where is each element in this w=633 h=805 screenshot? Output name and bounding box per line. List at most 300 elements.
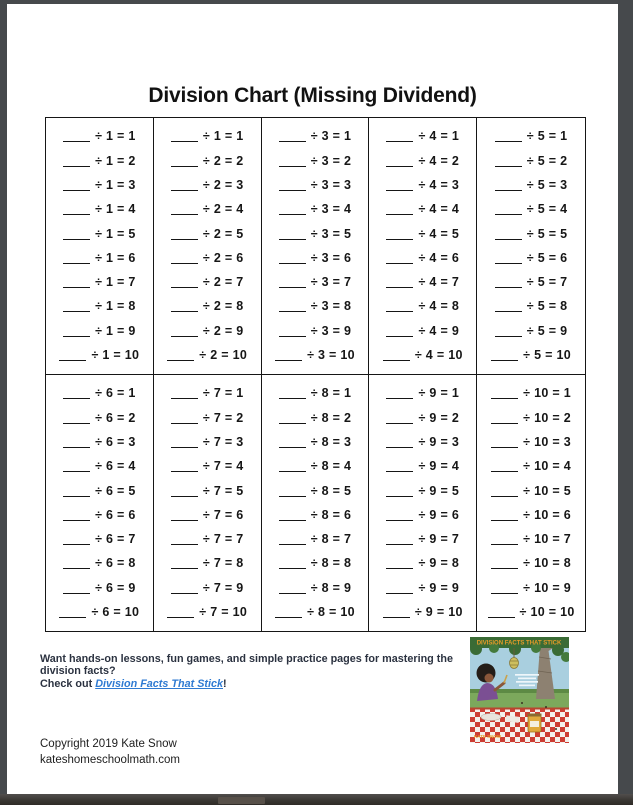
answer-blank xyxy=(386,228,413,240)
equation-text: ÷ 3 = 7 xyxy=(310,275,352,290)
table-cell xyxy=(369,118,477,375)
equation-text: ÷ 4 = 4 xyxy=(418,202,460,217)
division-problem xyxy=(46,600,153,624)
equation-text: ÷ 1 = 8 xyxy=(95,299,136,314)
equation-text: ÷ 7 = 8 xyxy=(202,556,244,571)
equation-text: ÷ 9 = 3 xyxy=(418,435,460,449)
answer-blank xyxy=(63,228,90,240)
division-problem xyxy=(262,270,369,294)
division-problem xyxy=(46,406,153,430)
equation-text: ÷ 6 = 4 xyxy=(95,459,136,474)
answer-blank xyxy=(63,252,90,264)
division-problem xyxy=(477,527,585,551)
equation-text: ÷ 4 = 8 xyxy=(418,299,460,314)
answer-blank xyxy=(63,436,90,448)
answer-blank xyxy=(386,533,413,545)
answer-blank xyxy=(383,606,410,618)
answer-blank xyxy=(386,130,413,142)
answer-blank xyxy=(275,606,302,618)
answer-blank xyxy=(167,606,194,618)
equation-text: ÷ 3 = 10 xyxy=(307,348,355,363)
answer-blank xyxy=(386,412,413,424)
answer-blank xyxy=(495,325,522,337)
division-problem xyxy=(477,454,585,478)
answer-blank xyxy=(171,325,198,337)
answer-blank xyxy=(386,179,413,191)
equation-text: ÷ 8 = 4 xyxy=(310,459,352,474)
equation-text: ÷ 1 = 5 xyxy=(95,226,136,241)
equation-text: ÷ 8 = 6 xyxy=(310,507,352,522)
equation-text: ÷ 3 = 5 xyxy=(310,226,352,241)
answer-blank xyxy=(386,325,413,337)
division-problem xyxy=(154,173,261,197)
equation-text: ÷ 1 = 10 xyxy=(91,348,140,363)
equation-text: ÷ 3 = 9 xyxy=(310,323,352,338)
division-problem xyxy=(262,454,369,478)
answer-blank xyxy=(171,155,198,167)
division-problem xyxy=(369,124,476,148)
answer-blank xyxy=(279,533,306,545)
division-problem xyxy=(154,246,261,270)
division-problem xyxy=(154,527,261,551)
answer-blank xyxy=(171,252,198,264)
division-problem xyxy=(477,149,585,173)
division-problem xyxy=(154,551,261,575)
equation-text: ÷ 8 = 8 xyxy=(310,556,352,571)
division-problem xyxy=(262,576,369,600)
equation-text: ÷ 10 = 10 xyxy=(519,605,575,620)
answer-blank xyxy=(171,228,198,240)
equation-text: ÷ 5 = 1 xyxy=(526,129,568,144)
division-problem xyxy=(262,503,369,527)
equation-text: ÷ 4 = 7 xyxy=(418,275,460,290)
division-problem xyxy=(262,343,369,367)
equation-text: ÷ 1 = 3 xyxy=(95,178,136,192)
division-problem xyxy=(369,294,476,318)
division-problem xyxy=(477,430,585,454)
answer-blank xyxy=(386,460,413,472)
equation-text: ÷ 10 = 7 xyxy=(523,532,572,547)
equation-text: ÷ 9 = 1 xyxy=(418,386,460,401)
equation-text: ÷ 7 = 3 xyxy=(202,435,244,449)
division-problem xyxy=(262,406,369,430)
answer-blank xyxy=(63,155,90,167)
horizontal-scrollbar-thumb[interactable] xyxy=(218,797,265,804)
table-cell xyxy=(369,375,477,632)
answer-blank xyxy=(279,155,306,167)
equation-text: ÷ 6 = 1 xyxy=(95,386,136,401)
division-problem xyxy=(369,197,476,221)
division-problem xyxy=(369,551,476,575)
division-problem xyxy=(477,124,585,148)
website-line: kateshomeschoolmath.com xyxy=(40,753,180,766)
division-problem xyxy=(262,124,369,148)
equation-text: ÷ 7 = 9 xyxy=(202,580,244,595)
answer-blank xyxy=(495,130,522,142)
equation-text: ÷ 9 = 9 xyxy=(418,580,460,595)
answer-blank xyxy=(279,582,306,594)
answer-blank xyxy=(63,582,90,594)
division-problem xyxy=(46,381,153,405)
table-cell xyxy=(262,375,370,632)
equation-text: ÷ 6 = 8 xyxy=(95,556,136,571)
answer-blank xyxy=(491,557,518,569)
equation-text: ÷ 3 = 6 xyxy=(310,250,352,265)
answer-blank xyxy=(63,130,90,142)
division-problem xyxy=(477,246,585,270)
answer-blank xyxy=(386,557,413,569)
division-problem xyxy=(369,454,476,478)
division-problem xyxy=(46,270,153,294)
equation-text: ÷ 9 = 5 xyxy=(418,483,460,498)
division-table xyxy=(45,117,586,632)
division-problem xyxy=(477,503,585,527)
division-problem xyxy=(154,197,261,221)
division-problem xyxy=(46,294,153,318)
division-problem xyxy=(262,221,369,245)
answer-blank xyxy=(171,276,198,288)
promo-link-line xyxy=(40,678,227,690)
answer-blank xyxy=(491,582,518,594)
equation-text: ÷ 9 = 10 xyxy=(414,605,463,620)
table-cell xyxy=(262,118,370,375)
answer-blank xyxy=(386,155,413,167)
answer-blank xyxy=(495,300,522,312)
division-problem xyxy=(369,246,476,270)
division-problem xyxy=(262,527,369,551)
equation-text: ÷ 8 = 9 xyxy=(310,580,352,595)
answer-blank xyxy=(488,606,515,618)
equation-text: ÷ 3 = 8 xyxy=(310,299,352,314)
answer-blank xyxy=(279,228,306,240)
equation-text: ÷ 9 = 7 xyxy=(418,532,460,547)
answer-blank xyxy=(491,509,518,521)
equation-text: ÷ 2 = 3 xyxy=(202,178,244,192)
answer-blank xyxy=(63,387,90,399)
division-problem xyxy=(477,381,585,405)
answer-blank xyxy=(63,325,90,337)
answer-blank xyxy=(279,509,306,521)
division-problem xyxy=(262,173,369,197)
book-title-text: DIVISION FACTS THAT STICK xyxy=(476,640,562,647)
book-cover-illustration xyxy=(470,637,569,743)
answer-blank xyxy=(491,436,518,448)
division-problem xyxy=(46,576,153,600)
answer-blank xyxy=(386,387,413,399)
division-problem xyxy=(262,478,369,502)
answer-blank xyxy=(279,276,306,288)
answer-blank xyxy=(279,436,306,448)
answer-blank xyxy=(59,606,86,618)
answer-blank xyxy=(63,276,90,288)
division-problem xyxy=(46,319,153,343)
equation-text: ÷ 1 = 9 xyxy=(95,323,136,338)
answer-blank xyxy=(495,252,522,264)
answer-blank xyxy=(386,203,413,215)
equation-text: ÷ 2 = 5 xyxy=(202,226,244,241)
division-problem xyxy=(477,576,585,600)
answer-blank xyxy=(171,203,198,215)
equation-text: ÷ 7 = 4 xyxy=(202,459,244,474)
division-problem xyxy=(262,381,369,405)
equation-text: ÷ 9 = 8 xyxy=(418,556,460,571)
answer-blank xyxy=(63,412,90,424)
division-problem xyxy=(262,551,369,575)
equation-text: ÷ 3 = 3 xyxy=(310,178,352,192)
equation-text: ÷ 6 = 3 xyxy=(95,435,136,449)
equation-text: ÷ 7 = 6 xyxy=(202,507,244,522)
answer-blank xyxy=(386,276,413,288)
equation-text: ÷ 2 = 4 xyxy=(202,202,244,217)
answer-blank xyxy=(386,436,413,448)
answer-blank xyxy=(171,387,198,399)
book-author-text: KATE SNOW xyxy=(474,734,502,739)
equation-text: ÷ 10 = 1 xyxy=(523,386,572,401)
division-problem xyxy=(369,576,476,600)
division-problem xyxy=(154,124,261,148)
equation-text: ÷ 4 = 1 xyxy=(418,129,460,144)
answer-blank xyxy=(171,509,198,521)
answer-blank xyxy=(59,349,86,361)
equation-text: ÷ 3 = 2 xyxy=(310,153,352,168)
division-problem xyxy=(154,503,261,527)
answer-blank xyxy=(171,179,198,191)
equation-text: ÷ 2 = 10 xyxy=(199,348,248,363)
division-problem xyxy=(477,478,585,502)
equation-text: ÷ 5 = 7 xyxy=(526,275,568,290)
answer-blank xyxy=(491,387,518,399)
equation-text: ÷ 6 = 10 xyxy=(91,605,140,620)
division-problem xyxy=(477,600,585,624)
answer-blank xyxy=(171,533,198,545)
copyright-line: Copyright 2019 Kate Snow xyxy=(40,738,177,750)
division-problem xyxy=(262,294,369,318)
answer-blank xyxy=(495,203,522,215)
equation-text: ÷ 10 = 3 xyxy=(523,435,572,449)
answer-blank xyxy=(167,349,194,361)
answer-blank xyxy=(279,387,306,399)
division-facts-link[interactable]: Division Facts That Stick xyxy=(95,678,223,690)
division-problem xyxy=(369,478,476,502)
equation-text: ÷ 3 = 4 xyxy=(310,202,352,217)
answer-blank xyxy=(279,557,306,569)
division-problem xyxy=(46,149,153,173)
equation-text: ÷ 2 = 6 xyxy=(202,250,244,265)
division-problem xyxy=(477,406,585,430)
division-problem xyxy=(262,246,369,270)
answer-blank xyxy=(63,460,90,472)
division-problem xyxy=(369,319,476,343)
equation-text: ÷ 7 = 2 xyxy=(202,410,244,425)
answer-blank xyxy=(279,179,306,191)
equation-text: ÷ 6 = 2 xyxy=(95,410,136,425)
division-problem xyxy=(262,149,369,173)
division-problem xyxy=(262,319,369,343)
equation-text: ÷ 6 = 5 xyxy=(95,483,136,498)
equation-text: ÷ 10 = 9 xyxy=(523,580,572,595)
table-cell xyxy=(477,375,585,632)
division-problem xyxy=(477,197,585,221)
horizontal-scrollbar-track[interactable] xyxy=(0,794,633,805)
equation-text: ÷ 5 = 9 xyxy=(526,323,568,338)
answer-blank xyxy=(495,155,522,167)
answer-blank xyxy=(63,533,90,545)
equation-text: ÷ 5 = 5 xyxy=(526,226,568,241)
division-problem xyxy=(46,197,153,221)
division-problem xyxy=(477,173,585,197)
equation-text: ÷ 6 = 9 xyxy=(95,580,136,595)
answer-blank xyxy=(279,485,306,497)
equation-text: ÷ 7 = 7 xyxy=(202,532,244,547)
division-problem xyxy=(154,454,261,478)
equation-text: ÷ 7 = 1 xyxy=(202,386,244,401)
answer-blank xyxy=(279,412,306,424)
equation-text: ÷ 1 = 2 xyxy=(95,153,136,168)
division-problem xyxy=(154,381,261,405)
division-problem xyxy=(46,527,153,551)
equation-text: ÷ 5 = 4 xyxy=(526,202,568,217)
answer-blank xyxy=(495,179,522,191)
answer-blank xyxy=(386,582,413,594)
division-problem xyxy=(46,343,153,367)
division-problem xyxy=(369,221,476,245)
equation-text: ÷ 8 = 7 xyxy=(310,532,352,547)
answer-blank xyxy=(491,412,518,424)
division-problem xyxy=(154,221,261,245)
answer-blank xyxy=(491,349,518,361)
equation-text: ÷ 4 = 10 xyxy=(414,348,463,363)
division-problem xyxy=(477,270,585,294)
answer-blank xyxy=(63,179,90,191)
equation-text: ÷ 3 = 1 xyxy=(310,129,352,144)
equation-text: ÷ 4 = 9 xyxy=(418,323,460,338)
division-problem xyxy=(154,430,261,454)
answer-blank xyxy=(171,412,198,424)
division-problem xyxy=(369,503,476,527)
division-problem xyxy=(154,294,261,318)
answer-blank xyxy=(386,509,413,521)
division-problem xyxy=(369,527,476,551)
equation-text: ÷ 7 = 5 xyxy=(202,483,244,498)
table-cell xyxy=(46,118,154,375)
division-problem xyxy=(477,319,585,343)
equation-text: ÷ 1 = 6 xyxy=(95,250,136,265)
answer-blank xyxy=(386,485,413,497)
equation-text: ÷ 6 = 7 xyxy=(95,532,136,547)
division-problem xyxy=(369,406,476,430)
division-problem xyxy=(369,600,476,624)
answer-blank xyxy=(171,300,198,312)
answer-blank xyxy=(495,228,522,240)
division-problem xyxy=(369,149,476,173)
equation-text: ÷ 10 = 4 xyxy=(523,459,572,474)
division-problem xyxy=(46,454,153,478)
equation-text: ÷ 2 = 7 xyxy=(202,275,244,290)
division-problem xyxy=(369,173,476,197)
equation-text: ÷ 9 = 6 xyxy=(418,507,460,522)
equation-text: ÷ 10 = 2 xyxy=(523,410,572,425)
table-cell xyxy=(154,118,262,375)
division-problem xyxy=(369,430,476,454)
answer-blank xyxy=(279,300,306,312)
answer-blank xyxy=(171,460,198,472)
division-problem xyxy=(46,173,153,197)
division-problem xyxy=(46,124,153,148)
equation-text: ÷ 2 = 9 xyxy=(202,323,244,338)
equation-text: ÷ 5 = 6 xyxy=(526,250,568,265)
answer-blank xyxy=(63,485,90,497)
division-problem xyxy=(46,551,153,575)
division-problem xyxy=(477,294,585,318)
answer-blank xyxy=(279,460,306,472)
division-problem xyxy=(154,406,261,430)
division-problem xyxy=(154,576,261,600)
equation-text: ÷ 5 = 8 xyxy=(526,299,568,314)
answer-blank xyxy=(171,582,198,594)
equation-text: ÷ 8 = 10 xyxy=(307,605,355,620)
answer-blank xyxy=(491,460,518,472)
equation-text: ÷ 8 = 5 xyxy=(310,483,352,498)
equation-text: ÷ 8 = 3 xyxy=(310,435,352,449)
division-problem xyxy=(46,246,153,270)
answer-blank xyxy=(63,300,90,312)
equation-text: ÷ 9 = 2 xyxy=(418,410,460,425)
equation-text: ÷ 4 = 6 xyxy=(418,250,460,265)
answer-blank xyxy=(386,252,413,264)
answer-blank xyxy=(279,130,306,142)
answer-blank xyxy=(171,130,198,142)
table-cell xyxy=(477,118,585,375)
equation-text: ÷ 9 = 4 xyxy=(418,459,460,474)
division-problem xyxy=(477,343,585,367)
answer-blank xyxy=(279,325,306,337)
division-problem xyxy=(154,270,261,294)
equation-text: ÷ 4 = 2 xyxy=(418,153,460,168)
equation-text: ÷ 5 = 10 xyxy=(523,348,572,363)
division-problem xyxy=(154,600,261,624)
answer-blank xyxy=(171,485,198,497)
equation-text: ÷ 1 = 7 xyxy=(95,275,136,290)
equation-text: ÷ 2 = 8 xyxy=(202,299,244,314)
division-problem xyxy=(477,221,585,245)
division-problem xyxy=(262,600,369,624)
division-problem xyxy=(46,478,153,502)
answer-blank xyxy=(63,557,90,569)
equation-text: ÷ 7 = 10 xyxy=(199,605,248,620)
promo-link-suffix: ! xyxy=(223,678,227,690)
division-problem xyxy=(154,319,261,343)
division-problem xyxy=(154,478,261,502)
answer-blank xyxy=(386,300,413,312)
equation-text: ÷ 5 = 3 xyxy=(526,178,568,192)
equation-text: ÷ 8 = 1 xyxy=(310,386,352,401)
division-problem xyxy=(46,221,153,245)
division-problem xyxy=(262,197,369,221)
answer-blank xyxy=(63,203,90,215)
division-problem xyxy=(477,551,585,575)
promo-text: Want hands-on lessons, fun games, and simple practice pages for mastering the division facts? xyxy=(40,653,453,677)
equation-text: ÷ 1 = 1 xyxy=(202,129,244,144)
book-cover-image xyxy=(470,637,569,743)
equation-text: ÷ 2 = 2 xyxy=(202,153,244,168)
answer-blank xyxy=(491,485,518,497)
equation-text: ÷ 1 = 1 xyxy=(95,129,136,144)
division-problem xyxy=(154,149,261,173)
equation-text: ÷ 5 = 2 xyxy=(526,153,568,168)
page-title: Division Chart (Missing Dividend) xyxy=(148,84,477,107)
equation-text: ÷ 10 = 8 xyxy=(523,556,572,571)
equation-text: ÷ 4 = 3 xyxy=(418,178,460,192)
